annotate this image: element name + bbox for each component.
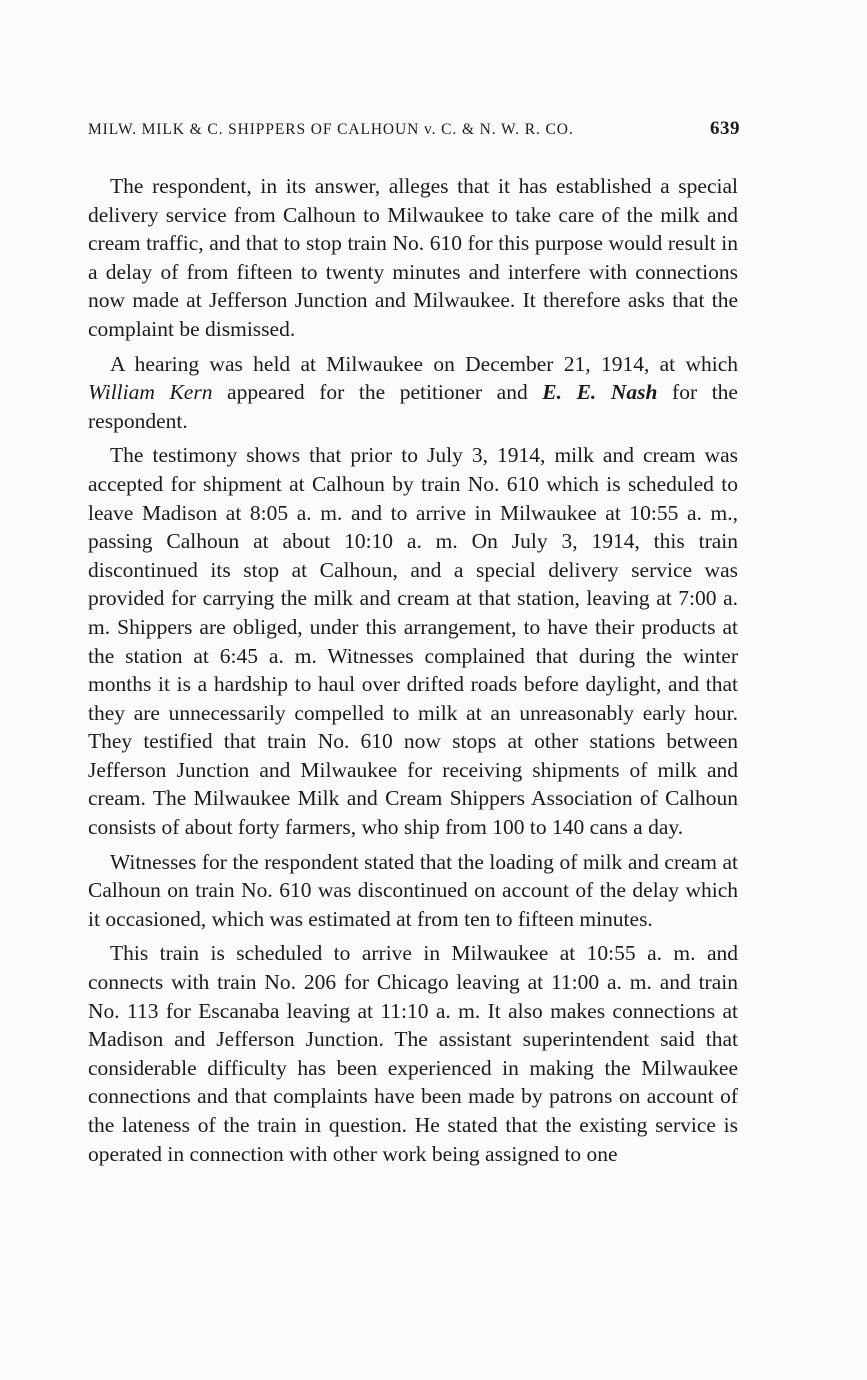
paragraph-answer: The respondent, in its answer, alleges that it has established a special delivery service from Calhoun to Milwaukee to take care of the milk and cream traffic, and that to stop train No. 610 for this purpose would result in a delay of from fifteen to twenty minutes and interfere with connections now made at Jefferson Junction and Milwaukee. It therefore asks that the complaint be dismissed. xyxy=(88,174,738,341)
running-header xyxy=(88,118,740,148)
body-text xyxy=(88,172,738,1168)
paragraph-hearing xyxy=(88,350,738,436)
hearing-text-part-3: for the respondent. xyxy=(88,380,738,433)
page-number: 639 xyxy=(710,118,740,139)
paragraph-respondent-witnesses: Witnesses for the respondent stated that the loading of milk and cream at Calhoun on train No. 610 was discontinued on account of the delay which it occasioned, which was estimated at from ten to fifteen minutes. xyxy=(88,849,738,931)
petitioner-name: William Kern xyxy=(88,380,213,405)
hearing-text-part-2: appeared for the petitioner and xyxy=(212,380,543,405)
hearing-text-part-1: A hearing was held at Milwaukee on December 21, 1914, at which xyxy=(110,351,738,376)
paragraph-train-schedule: This train is scheduled to arrive in Milwaukee at 10:55 a. m. and connects with train No. 206 for Chicago leaving at 11:00 a. m. and train No. 113 for Escanaba leaving at 11:10 a. m. It also makes connections at Madison and Jefferson Junction. The assistant superintendent said that considerable difficulty has been experienced in making the Milwaukee connections and that complaints have been made by patrons on account of the lateness of the train in question. He stated that the existing service is operated in connection with other work being assigned to one xyxy=(88,941,738,1166)
respondent-counsel-name: E. E. Nash xyxy=(542,380,658,405)
running-title: MILW. MILK & C. SHIPPERS OF CALHOUN v. C. & N. W. R. CO. xyxy=(88,121,574,138)
paragraph-testimony: The testimony shows that prior to July 3, 1914, milk and cream was accepted for shipment at Calhoun by train No. 610 which is scheduled to leave Madison at 8:05 a. m. and to arrive in Milwaukee at 10:55 a. m., passing Calhoun at about 10:10 a. m. On July 3, 1914, this train discontinued its stop at Calhoun, and a special delivery service was provided for carrying the milk and cream at that station, leaving at 7:00 a. m. Shippers are obliged, under this arrangement, to have their products at the station at 6:45 a. m. Witnesses complained that during the winter months it is a hardship to haul over drifted roads before daylight, and that they are unnecessarily compelled to milk at an unreasonably early hour. They testified that train No. 610 now stops at other stations between Jefferson Junction and Milwaukee for receiving shipments of milk and cream. The Milwaukee Milk and Cream Shippers Association of Calhoun consists of about forty farmers, who ship from 100 to 140 cans a day. xyxy=(88,443,738,840)
